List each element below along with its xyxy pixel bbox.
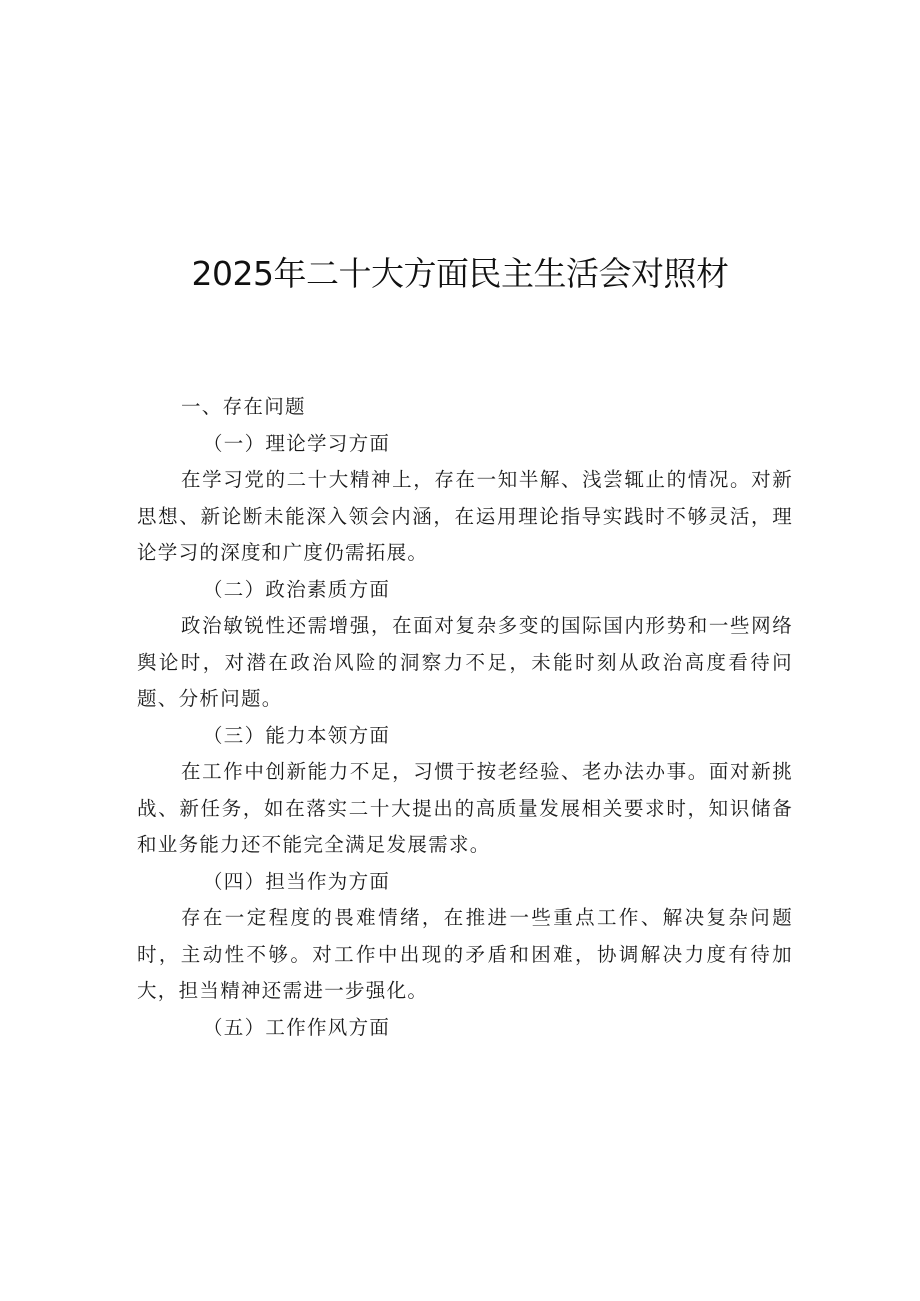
- paragraph-theory-study: 在学习党的二十大精神上，存在一知半解、浅尝辄止的情况。对新思想、新论断未能深入领会内涵，在运用理论指导实践时不够灵活，理论学习的深度和广度仍需拓展。: [137, 468, 793, 564]
- paragraph-capability: 在工作中创新能力不足，习惯于按老经验、老办法办事。面对新挑战、新任务，如在落实二十大提出的高质量发展相关要求时，知识储备和业务能力还不能完全满足发展需求。: [137, 760, 793, 856]
- section-heading-problems: 一、存在问题: [181, 395, 306, 418]
- paragraph-responsibility: 存在一定程度的畏难情绪，在推进一些重点工作、解决复杂问题时，主动性不够。对工作中出现的矛盾和困难，协调解决力度有待加大，担当精神还需进一步强化。: [137, 906, 793, 1002]
- subsection-heading-work-style: （五）工作作风方面: [203, 1015, 391, 1039]
- document-body: [137, 389, 793, 1046]
- paragraph-political-quality: 政治敏锐性还需增强，在面对复杂多变的国际国内形势和一些网络舆论时，对潜在政治风险的洞察力不足，未能时刻从政治高度看待问题、分析问题。: [137, 614, 793, 710]
- subsection-heading-capability: （三）能力本领方面: [203, 723, 391, 747]
- document-title: 2025年二十大方面民主生活会对照材: [191, 254, 729, 293]
- subsection-heading-responsibility: （四）担当作为方面: [203, 869, 391, 893]
- subsection-heading-theory-study: （一）理论学习方面: [203, 431, 391, 455]
- subsection-heading-political-quality: （二）政治素质方面: [203, 577, 391, 601]
